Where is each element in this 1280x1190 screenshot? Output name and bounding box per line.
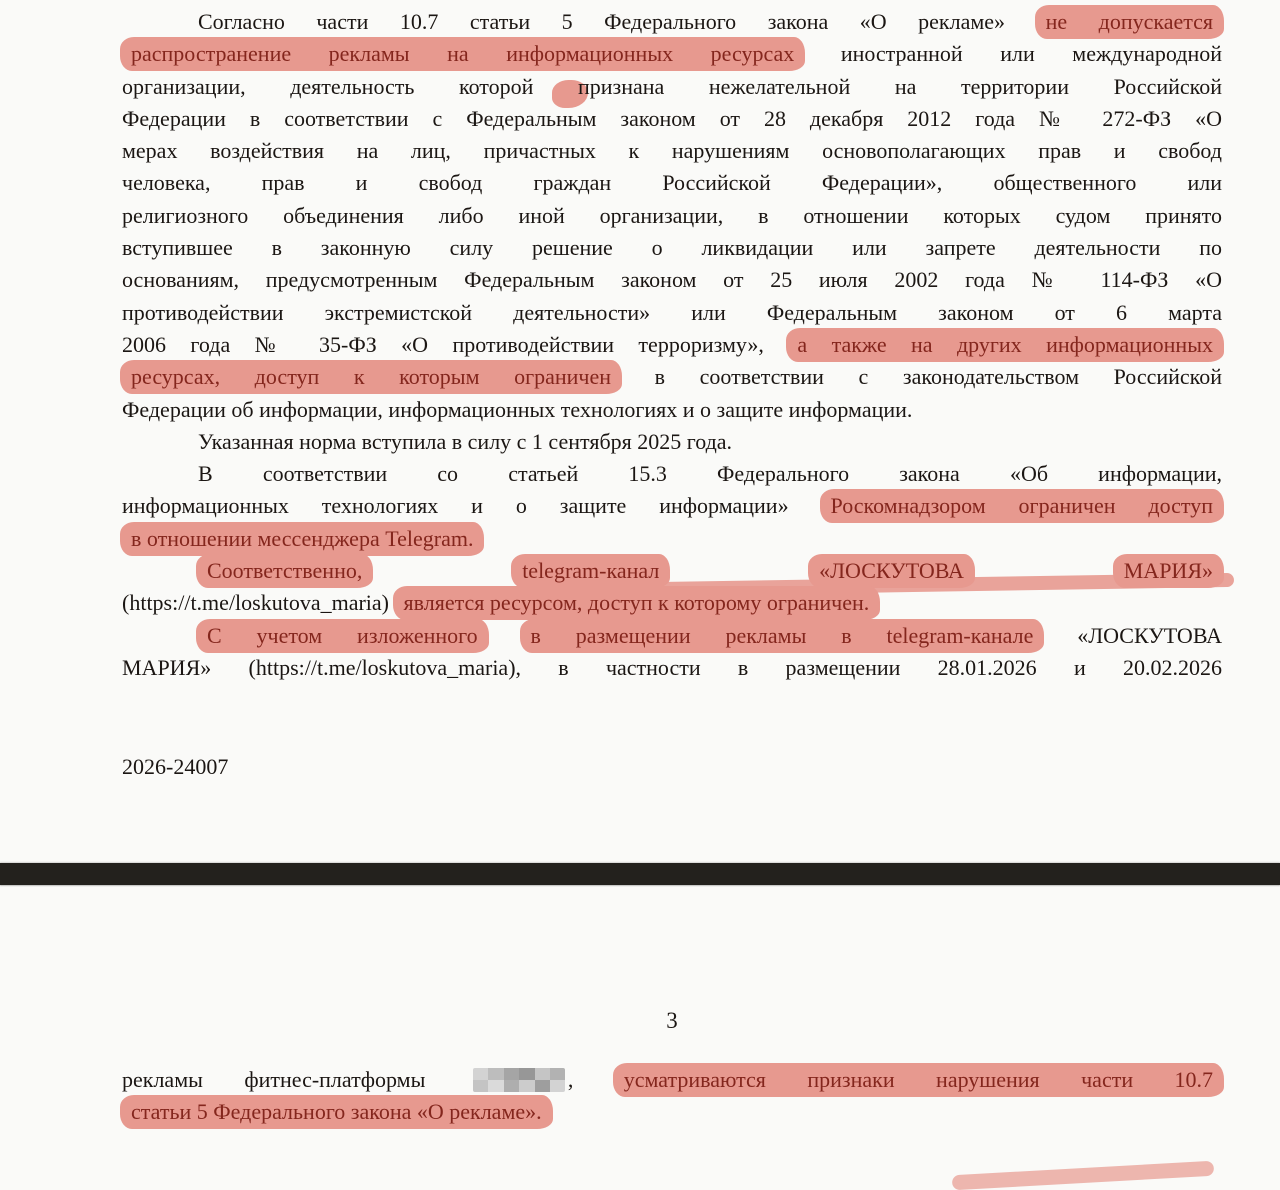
- text-segment: противодействии экстремистской деятельности» или Федеральным законом от 6 марта: [122, 299, 1222, 325]
- text-line: [122, 361, 1222, 393]
- text-line: [122, 555, 1222, 587]
- highlighted-segment: Роскомнадзором ограничен доступ: [820, 489, 1225, 523]
- document-number: [122, 751, 1222, 783]
- text-line: [122, 652, 1222, 684]
- text-segment: «ЛОСКУТОВА: [1077, 622, 1222, 648]
- text-line: [122, 1064, 1222, 1096]
- page-number: [122, 1005, 1222, 1037]
- text-segment: информационных технологиях и о защите информации»: [122, 493, 789, 519]
- highlighted-segment: в отношении мессенджера Telegram.: [120, 522, 484, 556]
- text-line: [122, 394, 1222, 426]
- highlighted-segment: в размещении рекламы в telegram-канале: [520, 619, 1045, 653]
- highlighted-segment: не допускается: [1035, 5, 1224, 39]
- text-line: [122, 200, 1222, 232]
- text-segment: Указанная норма вступила в силу с 1 сентября 2025 года.: [198, 428, 733, 454]
- text-segment: ,: [567, 1066, 574, 1092]
- page2-text: [122, 1064, 1222, 1129]
- highlighted-segment: ресурсах, доступ к которым ограничен: [120, 360, 622, 394]
- text-segment: Согласно части 10.7 статьи 5 Федерального закона «О рекламе»: [198, 9, 1006, 34]
- text-line: [122, 458, 1222, 490]
- highlighted-segment: распространение рекламы на информационных ресурсах: [120, 37, 805, 71]
- text-line: [122, 38, 1222, 70]
- text-segment: иностранной или международной: [840, 41, 1223, 67]
- text-segment: Федерации в соответствии с Федеральным законом от 28 декабря 2012 года № 272-ФЗ «О: [122, 105, 1222, 131]
- highlighted-segment: Соответственно,: [196, 554, 373, 588]
- page2-body: [0, 1005, 1280, 1129]
- text-line: [122, 6, 1222, 38]
- text-segment: Федерации об информации, информационных технологиях и о защите информации.: [122, 396, 913, 422]
- highlighted-segment: статьи 5 Федерального закона «О рекламе».: [120, 1095, 553, 1129]
- highlighted-segment: усматриваются признаки нарушения части 10.7: [613, 1063, 1224, 1097]
- highlighted-segment: МАРИЯ»: [1113, 554, 1224, 588]
- page-separator: [0, 863, 1280, 885]
- text-line: [122, 135, 1222, 167]
- text-line: [122, 490, 1222, 522]
- text-segment: вступившее в законную силу решение о ликвидации или запрете деятельности по: [122, 235, 1222, 261]
- text-line: [122, 1096, 1222, 1128]
- highlighted-segment: является ресурсом, доступ к которому ограничен.: [393, 586, 881, 620]
- text-segment: мерах воздействия на лиц, причастных к нарушениям основополагающих прав и свобод: [122, 138, 1222, 164]
- text-segment: В соответствии со статьей 15.3 Федерального закона «Об информации,: [198, 461, 1222, 487]
- text-line: [122, 264, 1222, 296]
- text-segment: 2026-24007: [122, 754, 229, 780]
- page1-body: [122, 0, 1222, 784]
- redacted-text-block: [473, 1068, 565, 1092]
- highlighted-segment: С учетом изложенного: [196, 619, 489, 653]
- text-line: [122, 232, 1222, 264]
- text-segment: человека, прав и свобод граждан Российской Федерации», общественного или: [122, 170, 1222, 196]
- text-segment: 3: [666, 1007, 678, 1033]
- text-segment: организации, деятельность которой признана нежелательной на территории Российской: [122, 73, 1222, 99]
- text-segment: 2006 года № 35-ФЗ «О противодействии терроризму»,: [122, 331, 764, 357]
- text-segment: (https://t.me/loskutova_maria): [122, 590, 390, 616]
- text-line: [122, 587, 1222, 619]
- text-segment: религиозного объединения либо иной организации, в отношении которых судом принято: [122, 202, 1222, 228]
- highlighted-segment: а также на других информационных: [786, 328, 1224, 362]
- marker-stroke-tail: [952, 1160, 1214, 1190]
- text-line: [122, 167, 1222, 199]
- text-line: [122, 426, 1222, 458]
- text-segment: в соответствии с законодательством Российской: [654, 364, 1223, 390]
- highlighted-segment: telegram-канал: [511, 554, 670, 588]
- highlighted-segment: «ЛОСКУТОВА: [808, 554, 975, 588]
- text-line: [122, 523, 1222, 555]
- text-segment: основаниям, предусмотренным Федеральным законом от 25 июля 2002 года № 114-ФЗ «О: [122, 267, 1222, 293]
- text-line: [122, 103, 1222, 135]
- text-line: [122, 620, 1222, 652]
- text-segment: МАРИЯ» (https://t.me/loskutova_maria), в частности в размещении 28.01.2026 и 20.02.2026: [122, 654, 1222, 680]
- text-line: [122, 297, 1222, 329]
- text-line: [122, 71, 1222, 103]
- text-line: [122, 329, 1222, 361]
- text-segment: рекламы фитнес-платформы: [122, 1066, 426, 1092]
